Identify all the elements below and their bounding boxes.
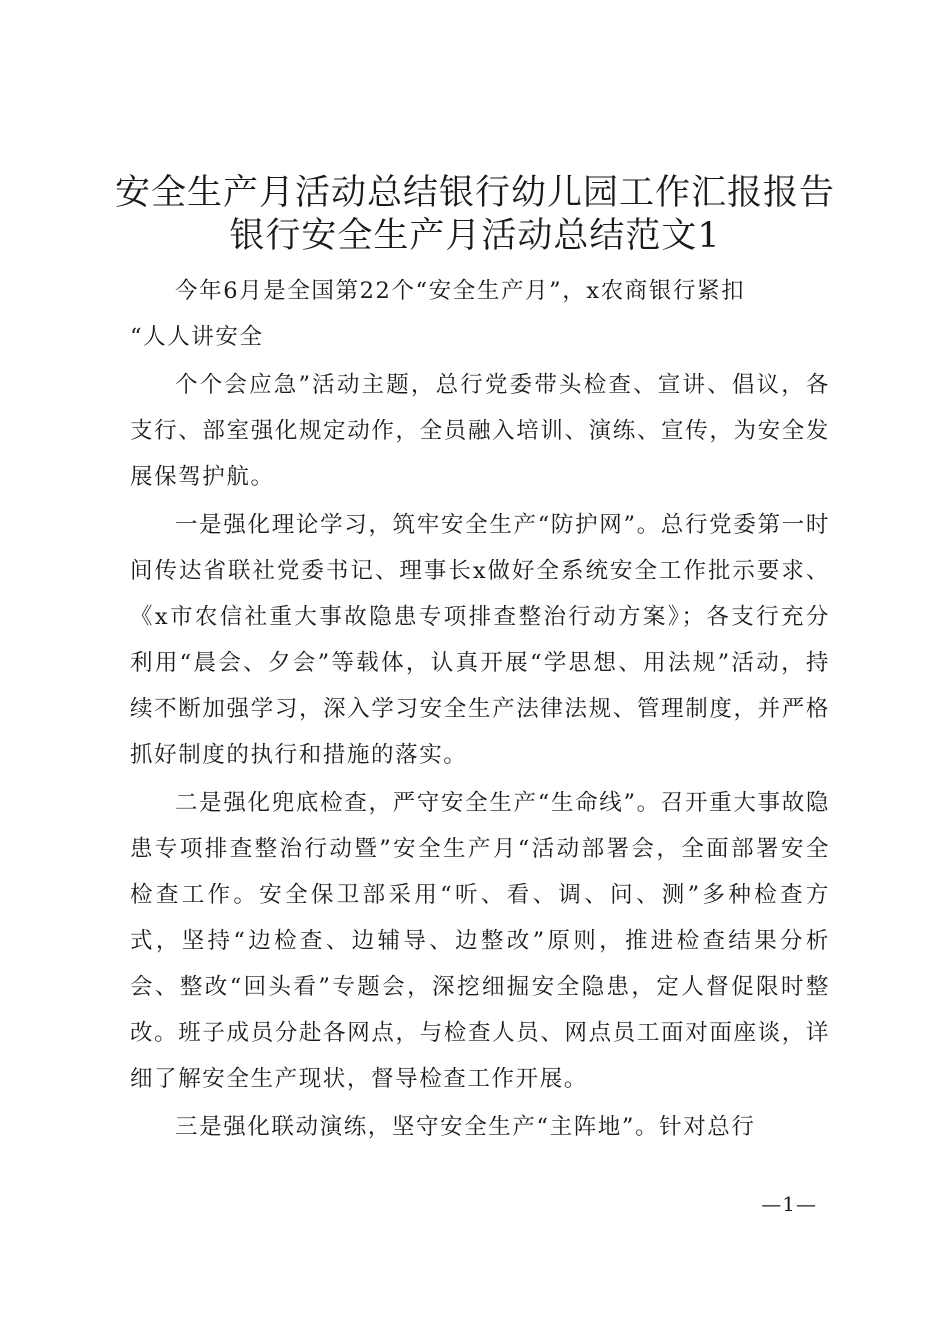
page-number: —1—	[761, 1192, 817, 1216]
paragraph-theory-study: 一是强化理论学习，筑牢安全生产“防护网”。总行党委第一时间传达省联社党委书记、理事长x做好全系统安全工作批示要求、《x市农信社重大事故隐患专项排查整治行动方案》；各支行充分利用“晨会、夕会”等载体，认真开展“学思想、用法规”活动，持续不断加强学习，深入学习安全生产法律法规、管理制度，并严格抓好制度的执行和措施的落实。	[130, 512, 830, 768]
document-title-line-1: 安全生产月活动总结银行幼儿园工作汇报报告	[114, 173, 835, 213]
paragraph-intro-line-2: “人人讲安全	[130, 324, 264, 350]
paragraph-intro-line-1: 今年6月是全国第22个“安全生产月”，x农商银行紧扣	[175, 278, 746, 304]
paragraph-drill: 三是强化联动演练，坚守安全生产“主阵地”。针对总行	[175, 1114, 756, 1140]
paragraph-inspection: 二是强化兜底检查，严守安全生产“生命线”。召开重大事故隐患专项排查整治行动暨”安全生产月“活动部署会，全面部署安全检查工作。安全保卫部采用“听、看、调、问、测”多种检查方式，坚持“边检查、边辅导、边整改”原则，推进检查结果分析会、整改“回头看”专题会，深挖细掘安全隐患，定人督促限时整改。班子成员分赴各网点，与检查人员、网点员工面对面座谈，详细了解安全生产现状，督导检查工作开展。	[130, 790, 830, 1092]
document-title-line-2: 银行安全生产月活动总结范文1	[229, 216, 721, 256]
paragraph-theme: 个个会应急”活动主题，总行党委带头检查、宣讲、倡议，各支行、部室强化规定动作，全员融入培训、演练、宣传，为安全发展保驾护航。	[130, 372, 830, 490]
document-body	[130, 268, 830, 1150]
